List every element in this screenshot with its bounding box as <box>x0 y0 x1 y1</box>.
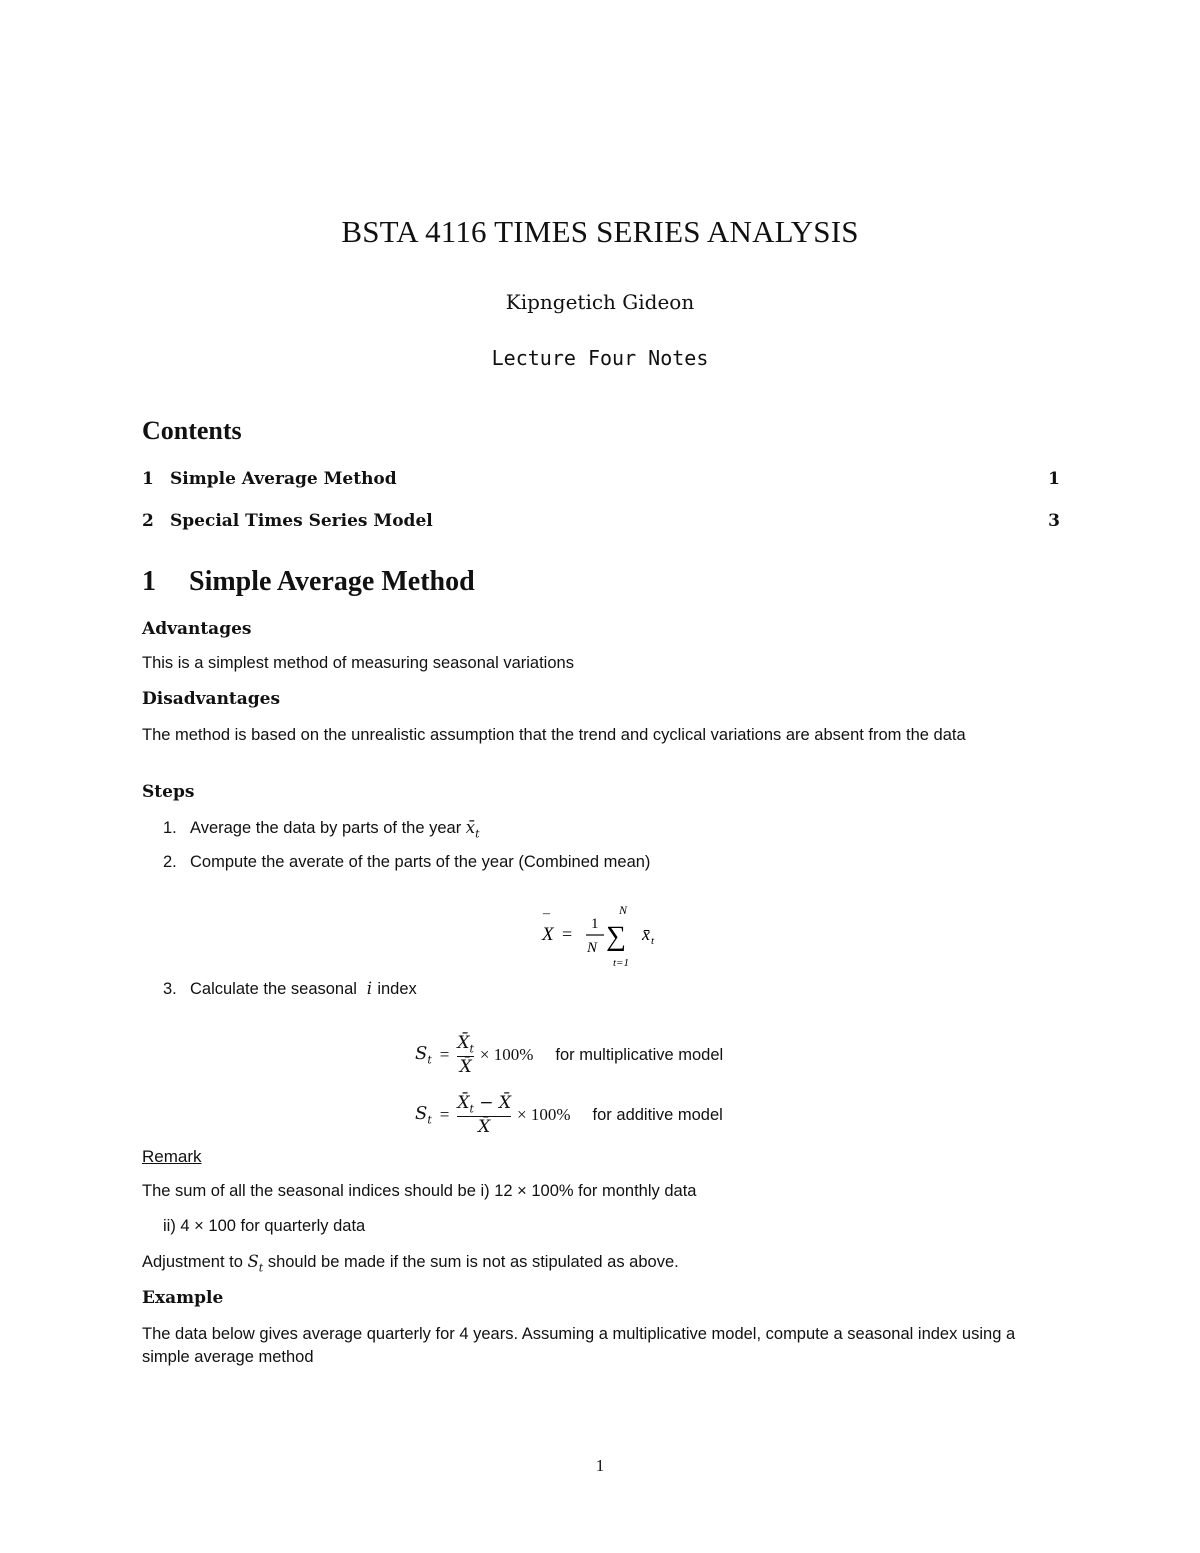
step-number: 1. <box>163 819 177 837</box>
advantages-heading: Advantages <box>142 619 252 639</box>
svg-text:x̄: x̄ <box>642 924 650 944</box>
adjustment-suffix: should be made if the sum is not as stipulated as above. <box>267 1253 679 1271</box>
lecture-subtitle: Lecture Four Notes <box>491 346 709 370</box>
xbar-t-symbol: $x̄_t$ <box>465 818 480 841</box>
contents-heading: Contents <box>142 416 242 445</box>
svg-text:X: X <box>542 924 554 945</box>
step-number: 3. <box>163 980 177 998</box>
step-text: Compute the averate of the parts of the year (Combined mean) <box>190 853 651 871</box>
steps-heading: Steps <box>142 782 195 802</box>
step-2 <box>163 853 650 872</box>
svg-text:t: t <box>651 935 655 947</box>
author-name: Kipngetich Gideon <box>505 290 695 314</box>
disadvantages-heading: Disadvantages <box>142 689 281 709</box>
toc-entry-number: 1 <box>142 469 154 489</box>
step-text: Average the data by parts of the year <box>190 819 462 837</box>
svg-text:N: N <box>587 940 598 956</box>
document-title: BSTA 4116 TIMES SERIES ANALYSIS <box>341 214 859 249</box>
svg-text:=: = <box>562 924 573 944</box>
toc-entry-page: 3 <box>1048 511 1060 531</box>
step-3-suffix: index <box>377 980 417 998</box>
step-1 <box>163 818 480 840</box>
section-title: Simple Average Method <box>189 566 475 597</box>
remark-text-monthly: The sum of all the seasonal indices should be i) 12 × 100% for monthly data <box>142 1182 697 1200</box>
st-symbol: $S_t$ <box>247 1252 264 1275</box>
step-number: 2. <box>163 853 177 871</box>
toc-entry-label: Special Times Series Model <box>170 511 433 531</box>
additive-label: for additive model <box>592 1105 723 1124</box>
step-3 <box>163 979 417 999</box>
svg-text:¯: ¯ <box>543 913 550 928</box>
remark-heading: Remark <box>142 1147 202 1166</box>
i-symbol: i <box>361 979 378 998</box>
example-heading: Example <box>142 1288 224 1308</box>
svg-text:N: N <box>619 903 628 917</box>
disadvantages-text: The method is based on the unrealistic assumption that the trend and cyclical variations are absent from the data <box>142 726 966 744</box>
example-text: The data below gives average quarterly for 4 years. Assuming a multiplicative model, compute a seasonal index using a simple average method <box>142 1325 1016 1366</box>
svg-text:t=1: t=1 <box>613 957 629 969</box>
page-number: 1 <box>595 1456 605 1475</box>
toc-entry-number: 2 <box>142 511 154 531</box>
adjustment-text <box>142 1252 679 1274</box>
adjustment-prefix: Adjustment to <box>142 1253 243 1271</box>
section-number: 1 <box>142 566 156 597</box>
svg-text:∑: ∑ <box>606 921 626 952</box>
additive-formula: $S_t$ = $\frac{X̄_t - X̄}{X̄}$ × 100% for additive model <box>415 1093 723 1137</box>
step-text: Calculate the seasonal <box>190 980 357 998</box>
advantages-text: This is a simplest method of measuring seasonal variations <box>142 654 574 672</box>
toc-entry-1[interactable] <box>142 469 1060 489</box>
combined-mean-formula <box>530 900 670 970</box>
multiplicative-label: for multiplicative model <box>555 1045 724 1064</box>
section-heading <box>142 566 475 598</box>
toc-entry-label: Simple Average Method <box>170 469 397 489</box>
remark-text-quarterly: ii) 4 × 100 for quarterly data <box>163 1217 366 1235</box>
svg-text:1: 1 <box>591 916 599 932</box>
multiplicative-formula: $S_t$ = $\frac{X̄_t}{X̄}$ × 100% for multiplicative model <box>415 1033 724 1077</box>
toc-entry-page: 1 <box>1048 469 1060 489</box>
toc-entry-2[interactable] <box>142 511 1060 531</box>
